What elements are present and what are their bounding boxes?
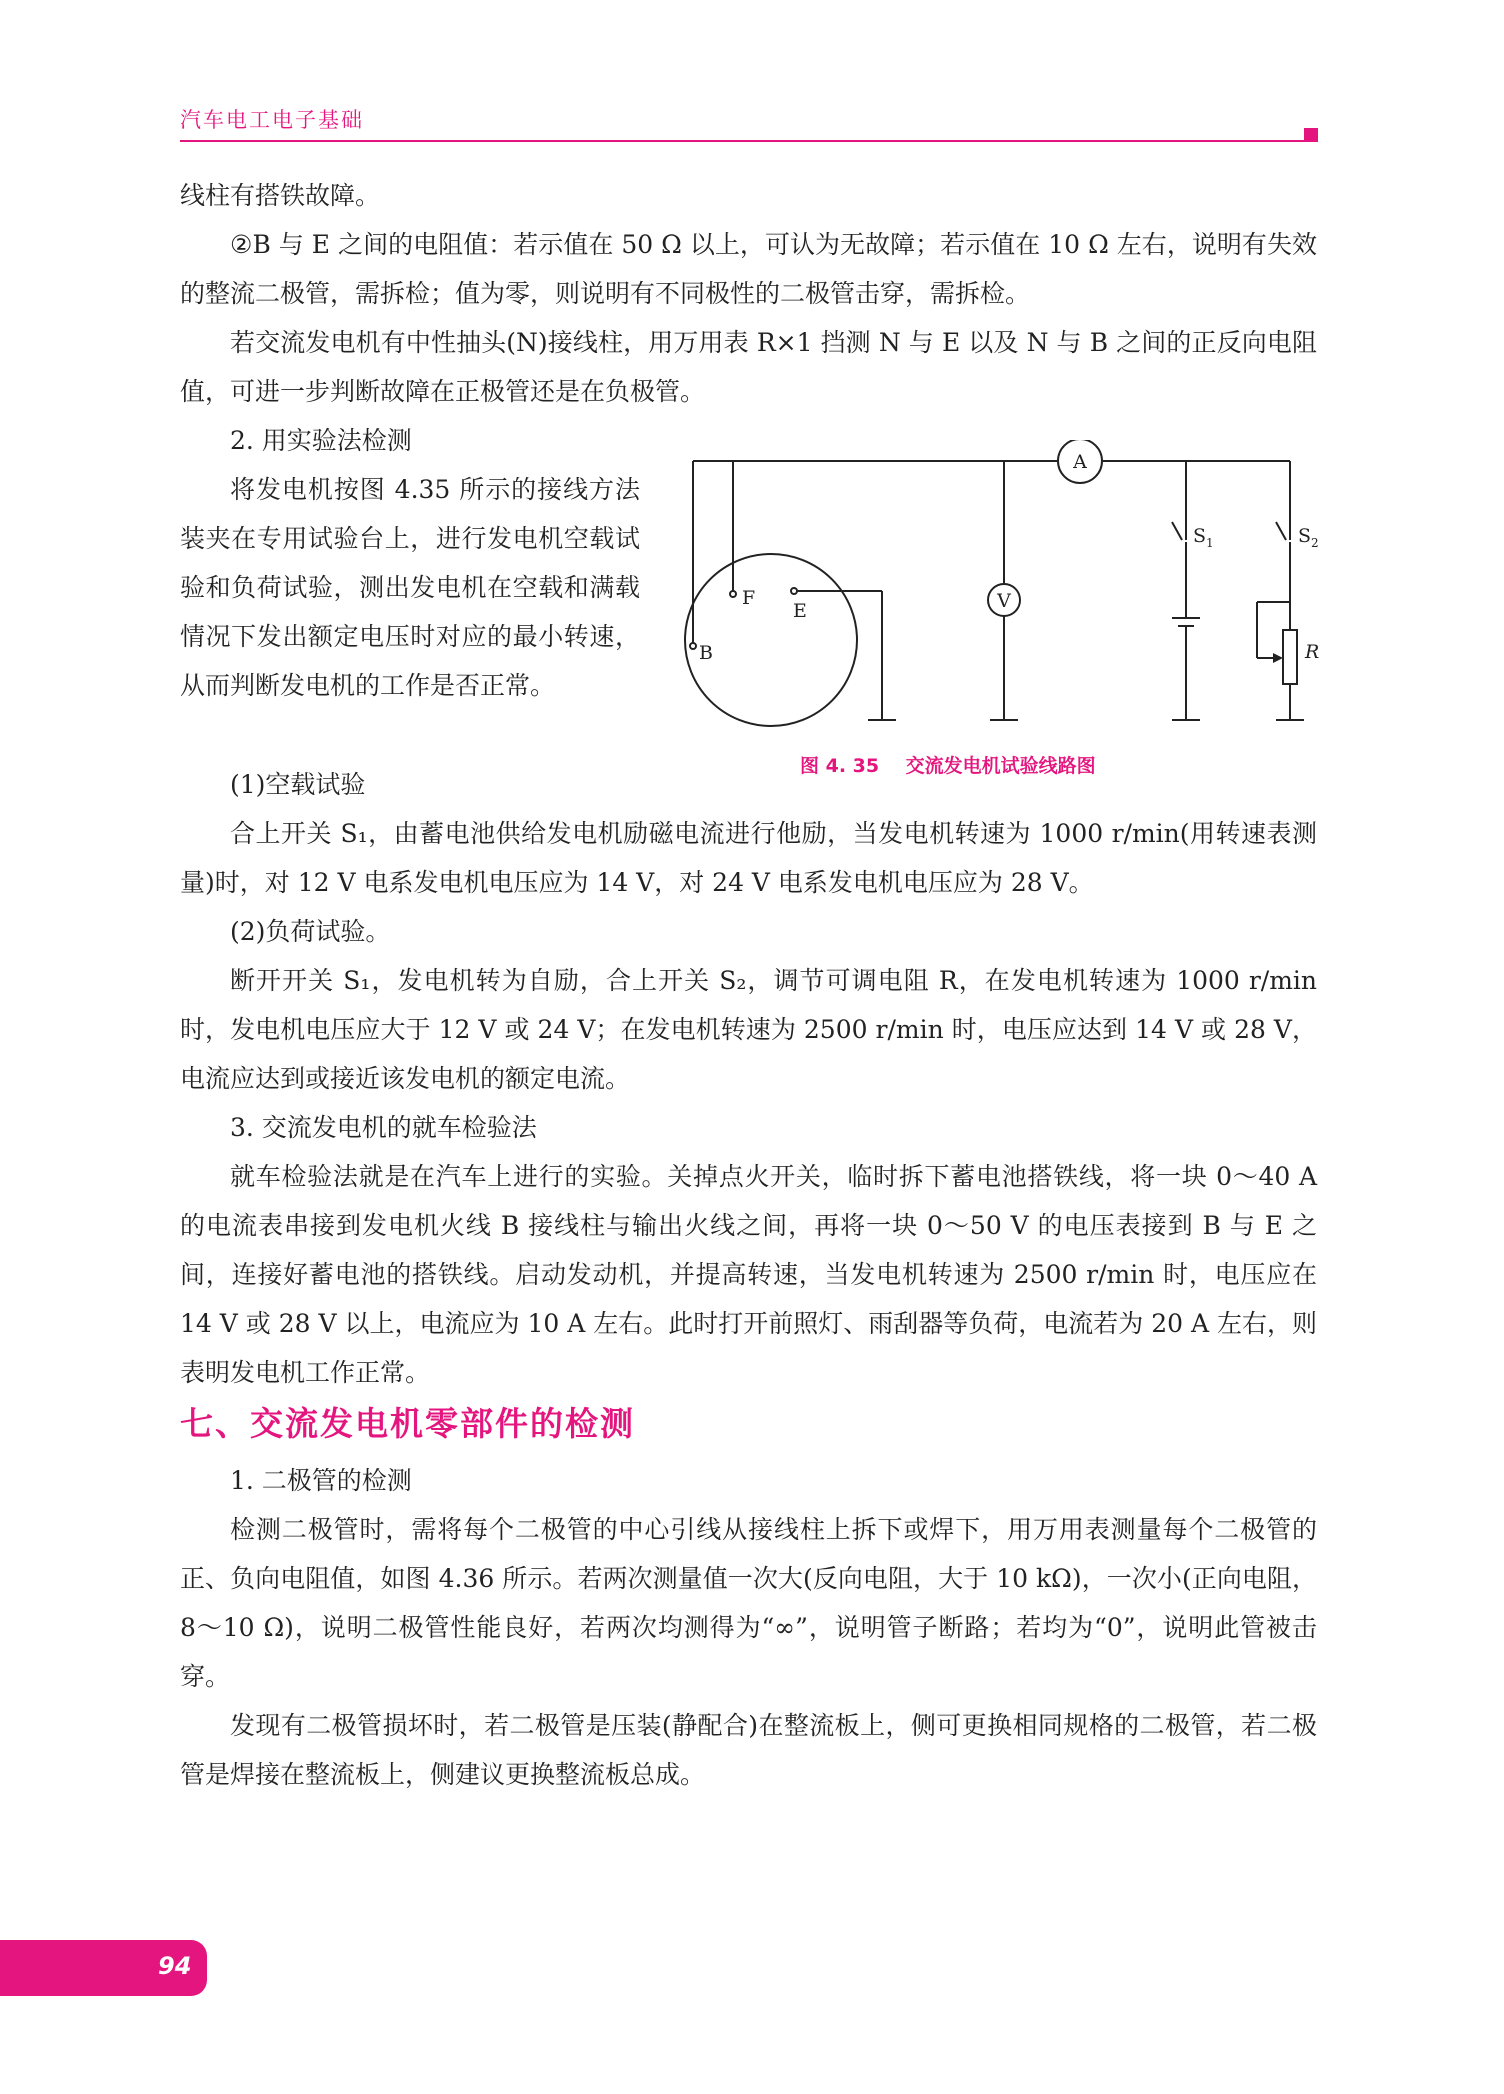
header-rule <box>180 140 1312 142</box>
section-heading: 七、交流发电机零部件的检测 <box>180 1404 635 1443</box>
figure-caption: 图 4. 35 交流发电机试验线路图 <box>800 755 1096 777</box>
paragraph: 就车检验法就是在汽车上进行的实验。关掉点火开关，临时拆下蓄电池搭铁线，将一块 0～40 A 的电流表串接到发电机火线 B 接线柱与输出火线之间，再将一块 0～50 V 的电压表接到 B 与 E 之间，连接好蓄电池的搭铁线。启动发动机，并提高转速，当发电机转速为 2500 r/min 时，电压应在 14 V 或 28 V 以上，电流应为 10 A 左右。此时打开前照灯、雨刮器等负荷，电流若为 20 A 左右，则表明发电机工作正常。 <box>180 1162 1317 1387</box>
terminal-e-label: E <box>793 600 807 622</box>
header-marker <box>1304 128 1318 142</box>
generator-circle <box>685 554 857 726</box>
paragraph: 断开开关 S₁，发电机转为自励，合上开关 S₂，调节可调电阻 R，在发电机转速为 1000 r/min时，发电机电压应大于 12 V 或 24 V；在发电机转速为 2500 r/min 时，电压应达到 14 V 或 28 V，电流应达到或接近该发电机的额定电流。 <box>180 966 1317 1093</box>
subsection-title: (2)负荷试验。 <box>230 917 391 946</box>
paragraph: 检测二极管时，需将每个二极管的中心引线从接线柱上拆下或焊下，用万用表测量每个二极管的正、负向电阻值，如图 4.36 所示。若两次测量值一次大(反向电阻，大于 10 kΩ)，一次小(正向电阻，8～10 Ω)，说明二极管性能良好，若两次均测得为“∞”，说明管子断路；若均为“0”，说明此管被击穿。 <box>180 1515 1317 1691</box>
terminal-b-label: B <box>699 642 713 664</box>
page-number: 94 <box>158 1952 192 1980</box>
paragraph: 若交流发电机有中性抽头(N)接线柱，用万用表 R×1 挡测 N 与 E 以及 N 与 B 之间的正反向电阻值，可进一步判断故障在正极管还是在负极管。 <box>180 328 1317 406</box>
switch-s1-label: S <box>1193 525 1207 547</box>
paragraph: ②B 与 E 之间的电阻值：若示值在 50 Ω 以上，可认为无故障；若示值在 10 Ω 左右，说明有失效的整流二极管，需拆检；值为零，则说明有不同极性的二极管击穿，需拆检。 <box>180 230 1317 308</box>
ammeter-label: A <box>1073 451 1087 473</box>
circuit-diagram <box>660 440 1320 740</box>
subsection-title: (1)空载试验 <box>230 770 366 799</box>
resistor-label: R <box>1305 641 1320 663</box>
switch-s1-subscript: 1 <box>1206 536 1214 550</box>
paragraph: 合上开关 S₁，由蓄电池供给发电机励磁电流进行他励，当发电机转速为 1000 r/min(用转速表测量)时，对 12 V 电系发电机电压应为 14 V，对 24 V 电系发电机电压应为 28 V。 <box>180 819 1317 897</box>
terminal-f-label: F <box>742 587 756 609</box>
paragraph: 将发电机按图 4.35 所示的接线方法装夹在专用试验台上，进行发电机空载试验和负荷试验，测出发电机在空载和满载情况下发出额定电压时对应的最小转速，从而判断发电机的工作是否正常。 <box>180 475 640 700</box>
resistor-symbol <box>1283 630 1297 684</box>
voltmeter-label: V <box>997 590 1011 612</box>
subsection-title: 1. 二极管的检测 <box>230 1466 412 1495</box>
switch-s2-label: S <box>1298 525 1312 547</box>
switch-s2-subscript: 2 <box>1311 536 1319 550</box>
running-header: 汽车电工电子基础 <box>180 108 364 132</box>
subsection-title: 3. 交流发电机的就车检验法 <box>230 1113 537 1142</box>
paragraph: 线柱有搭铁故障。 <box>180 181 381 210</box>
paragraph: 发现有二极管损坏时，若二极管是压装(静配合)在整流板上，侧可更换相同规格的二极管，若二极管是焊接在整流板上，侧建议更换整流板总成。 <box>180 1711 1317 1789</box>
subsection-title: 2. 用实验法检测 <box>230 426 412 455</box>
